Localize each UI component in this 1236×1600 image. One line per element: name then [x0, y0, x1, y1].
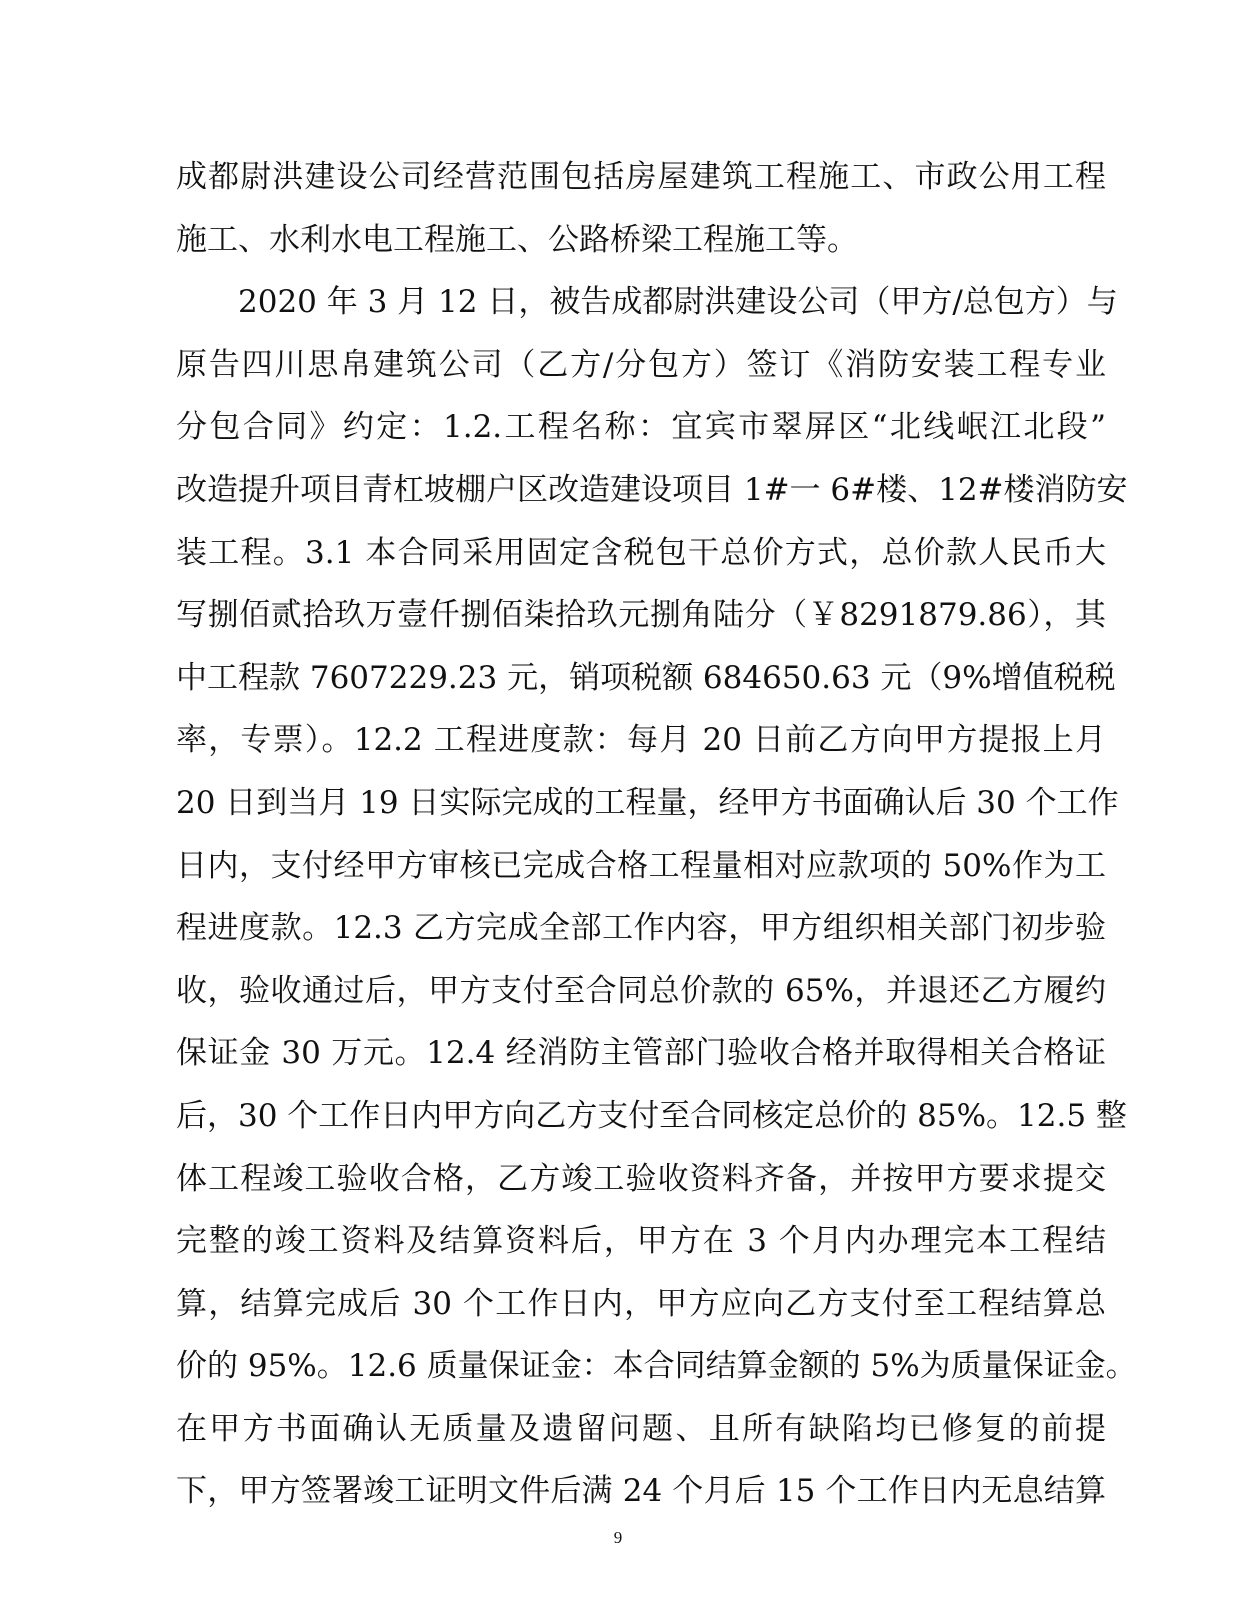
text-line: 算，结算完成后 30 个工作日内，甲方应向乙方支付至工程结算总	[176, 1285, 1106, 1322]
text-line: 写捌佰贰拾玖万壹仟捌佰柒拾玖元捌角陆分（￥8291879.86），其	[176, 597, 1106, 634]
text-line: 成都尉洪建设公司经营范围包括房屋建筑工程施工、市政公用工程	[176, 159, 1106, 195]
text-line: 施工、水利水电工程施工、公路桥梁工程施工等。	[176, 221, 858, 258]
text-line: 下，甲方签署竣工证明文件后满 24 个月后 15 个工作日内无息结算	[176, 1473, 1106, 1510]
text-line: 价的 95%。12.6 质量保证金：本合同结算金额的 5%为质量保证金。	[176, 1348, 1137, 1385]
text-line: 中工程款 7607229.23 元，销项税额 684650.63 元（9%增值税税	[176, 659, 1116, 696]
text-line: 改造提升项目青杠坡棚户区改造建设项目 1#一 6#楼、12#楼消防安	[176, 471, 1128, 508]
body-text	[176, 146, 1137, 1523]
text-line: 原告四川思帛建筑公司（乙方/分包方）签订《消防安装工程专业	[176, 346, 1106, 383]
text-line: 装工程。3.1 本合同采用固定含税包干总价方式，总价款人民币大	[176, 534, 1106, 571]
text-line: 收，验收通过后，甲方支付至合同总价款的 65%，并退还乙方履约	[176, 972, 1106, 1009]
text-line: 分包合同》约定：1.2.工程名称：宜宾市翠屏区“北线岷江北段”	[176, 409, 1106, 446]
page-number: 9	[613, 1528, 623, 1547]
text-line: 保证金 30 万元。12.4 经消防主管部门验收合格并取得相关合格证	[176, 1035, 1106, 1072]
text-line: 20 日到当月 19 日实际完成的工程量，经甲方书面确认后 30 个工作	[176, 784, 1119, 821]
text-line: 后，30 个工作日内甲方向乙方支付至合同核定总价的 85%。12.5 整	[176, 1097, 1127, 1134]
text-line: 2020 年 3 月 12 日，被告成都尉洪建设公司（甲方/总包方）与	[176, 284, 1118, 321]
text-line: 在甲方书面确认无质量及遗留问题、且所有缺陷均已修复的前提	[176, 1410, 1106, 1447]
text-line: 率，专票）。12.2 工程进度款：每月 20 日前乙方向甲方提报上月	[176, 722, 1106, 759]
text-line: 程进度款。12.3 乙方完成全部工作内容，甲方组织相关部门初步验	[176, 910, 1106, 947]
text-line: 体工程竣工验收合格，乙方竣工验收资料齐备，并按甲方要求提交	[176, 1160, 1106, 1197]
text-line: 日内，支付经甲方审核已完成合格工程量相对应款项的 50%作为工	[176, 847, 1106, 884]
text-line: 完整的竣工资料及结算资料后，甲方在 3 个月内办理完本工程结	[176, 1223, 1106, 1260]
